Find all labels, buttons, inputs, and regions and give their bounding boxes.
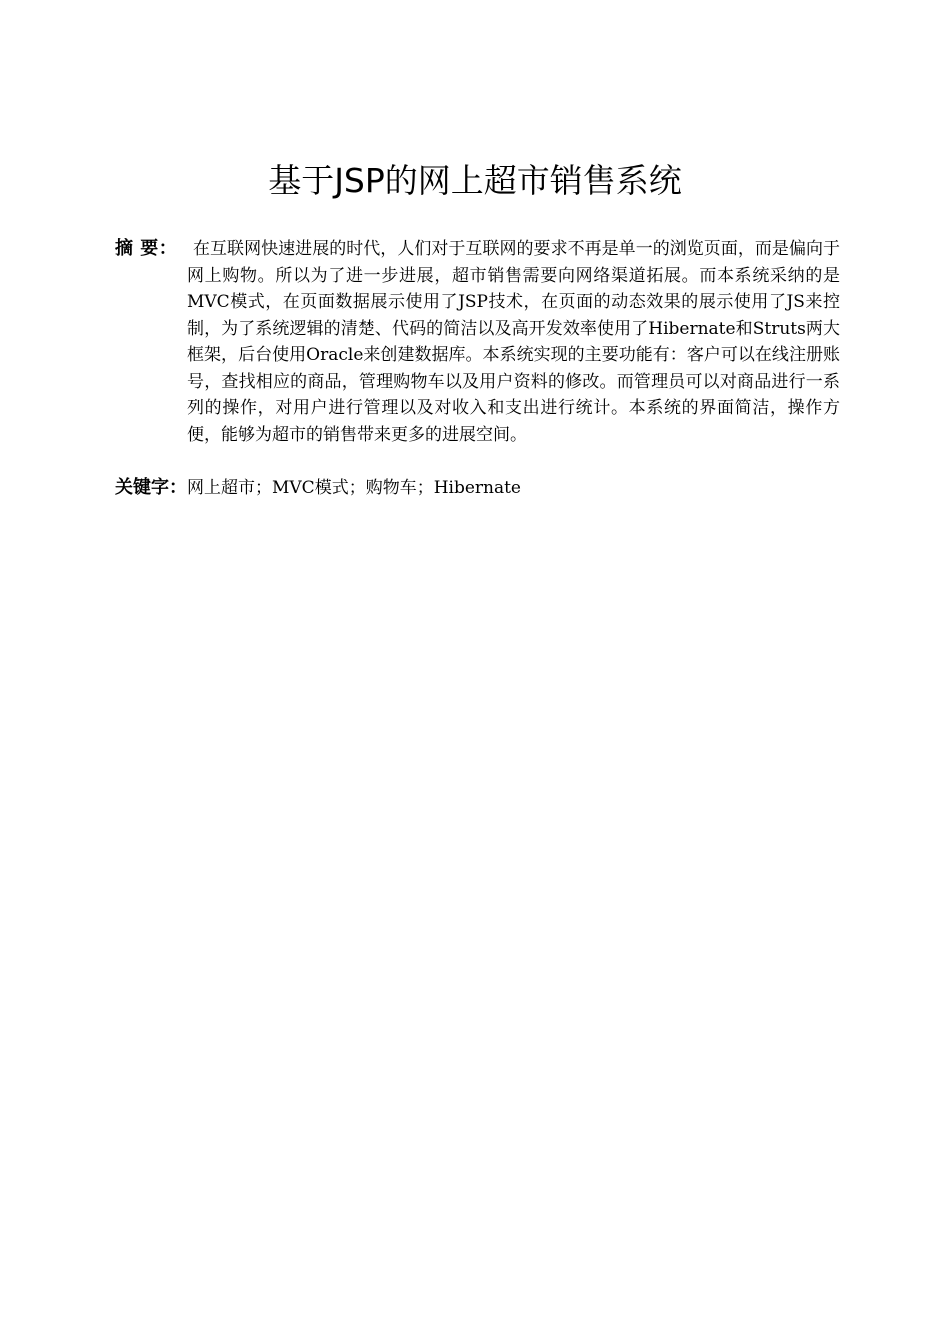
keywords-label: 关键字：: [115, 477, 187, 498]
document-title: 基于JSP的网上超市销售系统: [268, 161, 682, 200]
keywords-text: 网上超市；MVC模式；购物车；Hibernate: [187, 478, 521, 498]
abstract-text: 在互联网快速进展的时代，人们对于互联网的要求不再是单一的浏览页面，而是偏向于网上购物。所以为了进一步进展，超市销售需要向网络渠道拓展。而本系统采纳的是MVC模式，在页面数据展示使用了JSP技术，在页面的动态效果的展示使用了JS来控制，为了系统逻辑的清楚、代码的简洁以及高开发效率使用了Hibernate和Struts两大框架，后台使用Oracle来创建数据库。本系统实现的主要功能有：客户可以在线注册账号，查找相应的商品，管理购物车以及用户资料的修改。而管理员可以对商品进行一系列的操作，对用户进行管理以及对收入和支出进行统计。本系统的界面简洁，操作方便，能够为超市的销售带来更多的进展空间。: [187, 239, 840, 445]
abstract-label: 摘 要：: [115, 238, 178, 259]
keywords-section: [115, 475, 840, 501]
abstract-section: [115, 236, 840, 448]
